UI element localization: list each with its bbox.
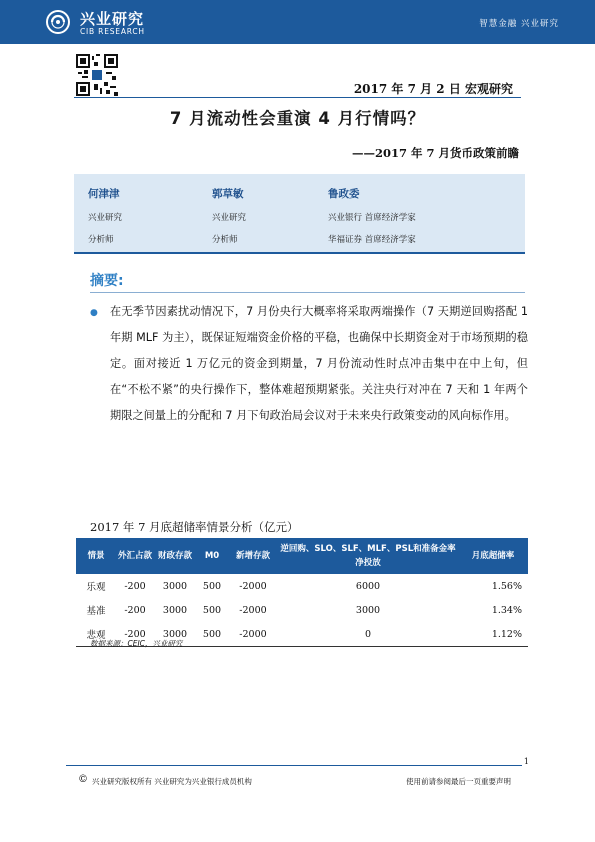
copyright-icon: © [78,774,88,785]
column-header: 月底超储率 [458,538,528,574]
author-affiliation: 兴业研究 [212,213,247,223]
footer-disclaimer: 使用前请参阅最后一页重要声明 [406,777,511,786]
table-cell: 500 [196,622,228,647]
table-title: 2017 年 7 月底超储率情景分析（亿元） [90,520,299,534]
table-cell: 1.56% [491,580,522,592]
summary-paragraph: 在无季节因素扰动情况下，7 月份央行大概率将采取两端操作（7 天期逆回购搭配 1 年期 MLF 为主），既保证短端资金价格的平稳，也确保中长期资金对于市场预期的稳定。面对接近 1 万亿元的资金到期量，7 月份流动性时点冲击集中在中上旬，但在“不松不紧”的央行操作下，整体难超预期紧张。关注央行对冲在 7 天和 1 年两个期限之间量上的分配和 7 月下旬政治局会议对于未来央行政策变动的风向标作用。 [110,305,528,422]
logo-name-cn: 兴业研究 [80,10,145,28]
column-header: 外汇占款 [116,538,154,574]
column-header: 财政存款 [154,538,196,574]
table-cell: 500 [202,580,222,592]
table-cell: 0 [278,622,458,647]
table-cell: -200 [124,604,146,616]
table-cell: 1.12% [458,622,528,647]
table-cell: -200 [124,580,146,592]
table-cell: 乐观 [86,582,106,593]
author-affiliation: 兴业银行 首席经济学家 [328,213,416,223]
footer-copyright: 兴业研究版权所有 兴业研究为兴业银行成员机构 [92,777,252,786]
report-dateline: 2017 年 7 月 2 日 宏观研究 [353,82,513,96]
author-card [328,186,416,245]
column-header: 情景 [76,538,116,574]
table-cell: -2000 [239,580,267,592]
table-cell: 1.34% [491,604,522,616]
author-box [74,174,525,254]
author-card [88,186,122,245]
author-name: 何津津 [88,188,120,200]
page-number: 1 [523,757,529,766]
logo-name-en: CIB RESEARCH [80,27,145,36]
header-slogan: 智慧金融 兴业研究 [479,19,559,29]
author-affiliation: 兴业研究 [88,213,123,223]
table-cell: 6000 [355,580,381,592]
divider-line [74,97,521,98]
table-cell: -2000 [239,604,267,616]
summary-divider [90,292,525,293]
column-header: M0 [196,538,228,574]
footer-divider [66,765,522,766]
table-cell: 3000 [162,580,188,592]
table-cell: 3000 [355,604,381,616]
table-cell: 基准 [86,606,106,617]
author-title: 分析师 [88,235,114,245]
qr-code-icon [76,54,118,96]
table-cell: 3000 [162,604,188,616]
summary-heading: 摘要: [90,273,124,289]
cib-logo-icon [46,10,70,34]
bullet-icon: ● [90,308,98,318]
table-source: 数据来源：CEIC，兴业研究 [90,639,183,648]
table-header-row [76,538,528,574]
table-cell: 悲观 [76,622,116,647]
table-cell: -200 [116,622,154,647]
author-name: 鲁政委 [328,188,360,200]
author-name: 郭草敏 [212,188,244,200]
column-header: 新增存款 [228,538,278,574]
report-title: 7 月流动性会重演 4 月行情吗？ [169,109,426,128]
table-cell: 3000 [154,622,196,647]
table-row [76,598,528,622]
table-row [76,574,528,598]
table-cell: 500 [202,604,222,616]
column-header: 逆回购、SLO、SLF、MLF、PSL和准备金率净投放 [278,538,458,574]
author-card [212,186,246,245]
scenario-table [76,538,528,647]
author-title: 华福证券 首席经济学家 [328,235,416,245]
report-subtitle: ——2017 年 7 月货币政策前瞻 [351,146,519,160]
table-cell: -2000 [228,622,278,647]
author-title: 分析师 [212,235,238,245]
